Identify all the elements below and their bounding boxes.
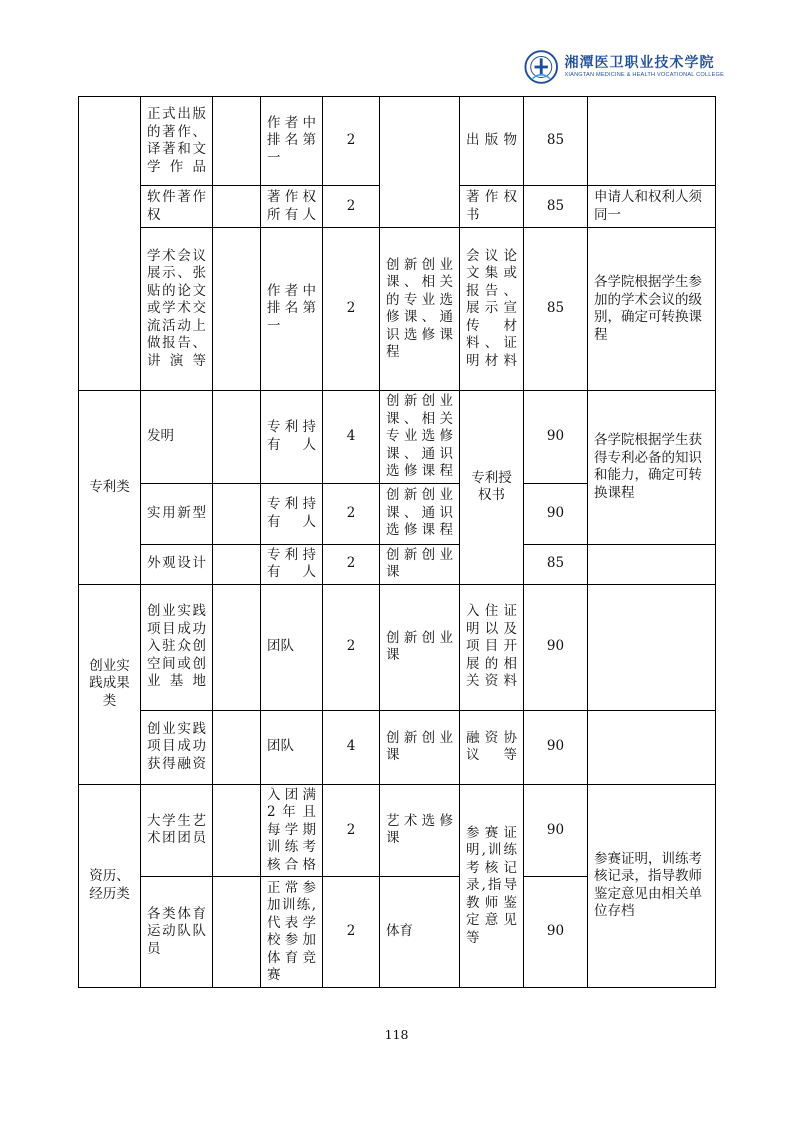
course-cell: 艺术选修课 — [380, 784, 460, 877]
material-cell: 出版物 — [460, 97, 524, 186]
note-cell: 参赛证明，训练考核记录，指导教师鉴定意见由相关单位存档 — [588, 784, 716, 988]
role-cell: 专利持有人 — [261, 544, 323, 584]
blank-cell — [213, 391, 261, 484]
role-cell: 作者中排名第一 — [261, 97, 323, 186]
role-cell: 专利持有人 — [261, 483, 323, 544]
table-row — [79, 584, 716, 710]
category-cell: 专利类 — [79, 391, 141, 585]
score-cell: 90 — [524, 877, 588, 988]
blank-cell — [213, 228, 261, 391]
course-cell: 创新创业课 — [380, 544, 460, 584]
blank-cell — [213, 483, 261, 544]
credits-cell: 4 — [323, 391, 380, 484]
blank-cell — [213, 710, 261, 784]
material-cell: 著作权书 — [460, 186, 524, 228]
item-cell: 大学生艺术团团员 — [141, 784, 213, 877]
credits-cell: 2 — [323, 97, 380, 186]
material-cell: 专利授权书 — [460, 391, 524, 585]
score-cell: 90 — [524, 710, 588, 784]
item-cell: 软件著作权 — [141, 186, 213, 228]
course-cell: 创新创业课 — [380, 584, 460, 710]
score-cell: 85 — [524, 228, 588, 391]
credits-cell: 2 — [323, 877, 380, 988]
score-cell: 90 — [524, 784, 588, 877]
blank-cell — [213, 877, 261, 988]
college-emblem-icon — [524, 49, 558, 85]
course-cell: 体育 — [380, 877, 460, 988]
note-cell-empty — [588, 710, 716, 784]
credits-cell: 2 — [323, 584, 380, 710]
table-row — [79, 228, 716, 391]
credit-conversion-table — [78, 96, 716, 988]
role-cell: 作者中排名第一 — [261, 228, 323, 391]
logo-english-name: XIANGTAN MEDICINE & HEALTH VOCATIONAL COLLEGE — [564, 71, 724, 78]
blank-cell — [213, 784, 261, 877]
note-cell: 申请人和权利人须同一 — [588, 186, 716, 228]
category-cell-empty — [79, 97, 141, 391]
credits-cell: 2 — [323, 186, 380, 228]
score-cell: 90 — [524, 483, 588, 544]
course-cell: 创新创业课 — [380, 710, 460, 784]
table-row — [79, 544, 716, 584]
score-cell: 90 — [524, 391, 588, 484]
item-cell: 发明 — [141, 391, 213, 484]
score-cell: 85 — [524, 186, 588, 228]
table-row — [79, 710, 716, 784]
table-row — [79, 97, 716, 186]
course-cell-empty — [380, 97, 460, 228]
logo-chinese-name: 湘潭医卫职业技术学院 — [564, 54, 715, 71]
role-cell: 专利持有人 — [261, 391, 323, 484]
credits-cell: 2 — [323, 544, 380, 584]
item-cell: 实用新型 — [141, 483, 213, 544]
item-cell: 创业实践项目成功入驻众创空间或创业基地 — [141, 584, 213, 710]
credits-cell: 4 — [323, 710, 380, 784]
credits-cell: 2 — [323, 483, 380, 544]
material-cell: 会议论文集或报告、展示宣传材料、证明材料 — [460, 228, 524, 391]
role-cell: 正常参加训练,代表学校参加体育竞赛 — [261, 877, 323, 988]
credits-cell: 2 — [323, 784, 380, 877]
course-cell: 创新创业课、相关的专业选修课、通识选修课程 — [380, 228, 460, 391]
note-cell-empty — [588, 544, 716, 584]
score-cell: 85 — [524, 544, 588, 584]
role-cell: 团队 — [261, 584, 323, 710]
score-cell: 85 — [524, 97, 588, 186]
blank-cell — [213, 186, 261, 228]
table-row — [79, 391, 716, 484]
college-logo — [524, 48, 724, 86]
role-cell: 团队 — [261, 710, 323, 784]
role-cell: 著作权所有人 — [261, 186, 323, 228]
blank-cell — [213, 584, 261, 710]
item-cell: 正式出版的著作、译著和文学作品 — [141, 97, 213, 186]
page-number: 118 — [384, 1027, 409, 1042]
item-cell: 创业实践项目成功获得融资 — [141, 710, 213, 784]
course-cell: 创新创业课、通识选修课程 — [380, 483, 460, 544]
material-cell: 参赛证明,训练考核记录,指导教师鉴定意见等 — [460, 784, 524, 988]
item-cell: 学术会议展示、张贴的论文或学术交流活动上做报告、讲演等 — [141, 228, 213, 391]
blank-cell — [213, 544, 261, 584]
score-cell: 90 — [524, 584, 588, 710]
category-cell: 资历、经历类 — [79, 784, 141, 988]
item-cell: 各类体育运动队队员 — [141, 877, 213, 988]
material-cell: 入住证明以及项目开展的相关资料 — [460, 584, 524, 710]
item-cell: 外观设计 — [141, 544, 213, 584]
blank-cell — [213, 97, 261, 186]
material-cell: 融资协议等 — [460, 710, 524, 784]
note-cell-empty — [588, 584, 716, 710]
course-cell: 创新创业课、相关专业选修课、通识选修课程 — [380, 391, 460, 484]
role-cell: 入团满2年且每学期训练考核合格 — [261, 784, 323, 877]
credits-cell: 2 — [323, 228, 380, 391]
table-row — [79, 784, 716, 877]
note-cell: 各学院根据学生获得专利必备的知识和能力，确定可转换课程 — [588, 391, 716, 545]
category-cell: 创业实践成果类 — [79, 584, 141, 784]
note-cell: 各学院根据学生参加的学术会议的级别，确定可转换课程 — [588, 228, 716, 391]
note-cell-empty — [588, 97, 716, 186]
